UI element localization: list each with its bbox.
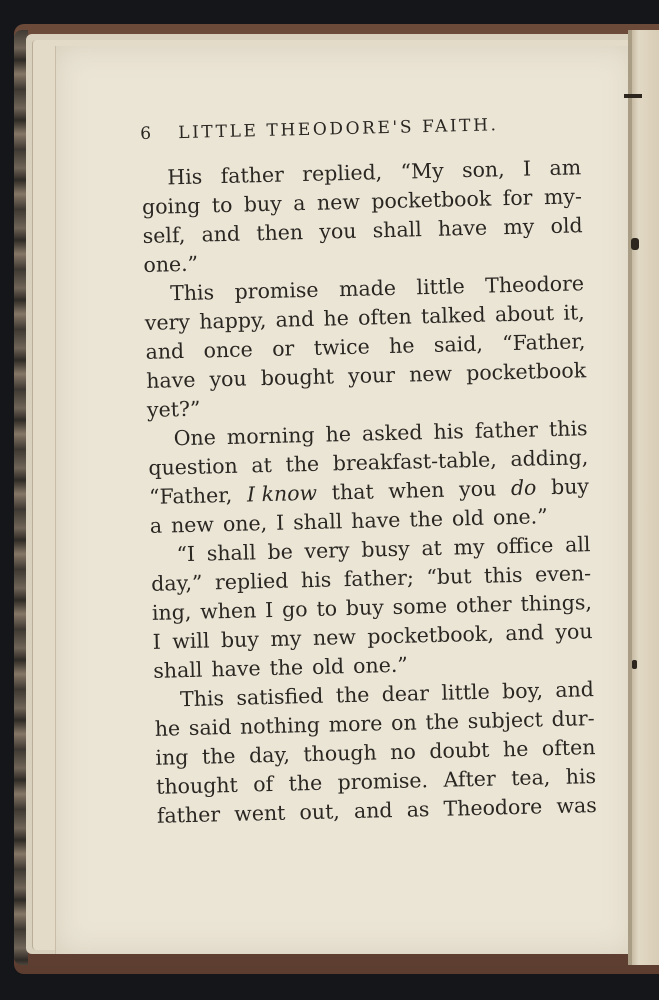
word: some	[392, 593, 448, 619]
word: “My	[400, 158, 444, 184]
word: the	[269, 655, 304, 680]
word: often	[541, 735, 596, 761]
binding-thread-mark	[631, 238, 639, 250]
word: little	[416, 274, 466, 300]
word: buy	[243, 191, 283, 217]
word: morning	[226, 422, 315, 449]
word: boy,	[501, 678, 544, 704]
word: more	[328, 711, 383, 737]
gutter-shadow	[628, 30, 632, 965]
word: His	[167, 164, 203, 190]
word: said	[188, 714, 232, 740]
word: very	[144, 309, 191, 335]
word: at	[251, 452, 273, 478]
word: One	[173, 425, 217, 451]
word: breakfast-table,	[332, 447, 498, 476]
word: once	[203, 337, 254, 363]
word: on	[390, 710, 417, 736]
word: adding,	[510, 445, 589, 472]
word: he	[154, 716, 181, 741]
facing-page-edge	[630, 30, 659, 965]
word: shall	[372, 217, 423, 243]
word: father	[220, 162, 285, 189]
word: my	[503, 214, 535, 240]
word: of	[252, 771, 274, 797]
word: and	[505, 620, 545, 646]
word: new	[316, 189, 361, 215]
word: promise.	[337, 768, 429, 795]
word: or	[271, 336, 295, 361]
word: ing,	[151, 599, 192, 625]
word: I	[152, 629, 162, 654]
word: you	[555, 619, 593, 644]
word: buy	[345, 595, 385, 621]
word: have	[437, 215, 488, 241]
word: this	[548, 416, 588, 442]
word: nothing	[239, 712, 321, 739]
page-text	[140, 113, 597, 831]
word: your	[347, 362, 396, 388]
word: as	[406, 797, 430, 822]
word: my-	[543, 184, 583, 210]
word: father	[474, 417, 539, 443]
word: I know	[246, 480, 318, 507]
word: to	[211, 192, 233, 218]
word: busy	[361, 536, 411, 562]
word: After	[443, 766, 496, 792]
word: old	[550, 213, 583, 238]
word: pocketbook	[465, 358, 587, 386]
word: the	[285, 451, 320, 477]
word: to	[316, 596, 338, 621]
word: and	[145, 338, 185, 364]
word: question	[148, 453, 238, 480]
word: little	[441, 679, 490, 705]
word: new	[170, 512, 215, 538]
word: though	[303, 740, 377, 767]
word: things,	[520, 590, 593, 616]
word: he	[323, 305, 350, 331]
word: son,	[461, 157, 505, 183]
word: father	[156, 802, 221, 828]
body-text	[141, 153, 597, 831]
word: he	[502, 736, 529, 762]
word: “Father,	[501, 329, 586, 356]
word: his	[300, 567, 332, 593]
word: often	[357, 304, 412, 330]
word: this	[483, 562, 523, 588]
word: bought	[260, 364, 335, 391]
word: it,	[563, 300, 585, 325]
word: “Father,	[148, 482, 233, 509]
word: will	[171, 628, 210, 654]
word: buy	[220, 627, 260, 653]
word: shall	[292, 509, 343, 535]
word: do	[510, 475, 537, 501]
word: dur-	[551, 706, 595, 732]
word: going	[141, 193, 201, 219]
word: twice	[313, 334, 370, 360]
word: pocketbook	[371, 186, 492, 214]
word: old	[451, 505, 485, 531]
word: yet?”	[146, 396, 201, 422]
word: went	[233, 800, 286, 826]
word: about	[494, 300, 555, 327]
word: self,	[142, 222, 186, 248]
word: tea,	[510, 765, 551, 791]
word: day,”	[150, 570, 203, 596]
word: have	[145, 367, 196, 393]
word: he	[388, 333, 415, 358]
word: you	[209, 366, 247, 392]
word: out,	[299, 799, 341, 825]
word: and	[353, 798, 393, 823]
word: talked	[420, 302, 486, 329]
word: the	[201, 743, 236, 769]
running-title: LITTLE THEODORE'S FAITH.	[177, 115, 499, 144]
word: and	[201, 221, 241, 247]
word: subject	[467, 707, 544, 734]
word: the	[335, 682, 370, 708]
word: a	[292, 190, 306, 216]
word: when	[199, 598, 257, 624]
word: new	[408, 361, 453, 387]
word: be	[267, 539, 294, 565]
word: one,	[222, 511, 268, 537]
word: am	[549, 155, 582, 181]
word: was	[556, 793, 597, 819]
word: at	[421, 535, 443, 561]
word: happy,	[198, 307, 267, 334]
word: replied	[214, 568, 289, 595]
word: doubt	[429, 737, 490, 764]
word: you	[319, 218, 357, 244]
word: the	[409, 506, 444, 532]
word: asked	[361, 420, 423, 446]
word: go	[281, 597, 308, 622]
word: I	[522, 156, 532, 181]
word: you	[458, 476, 497, 502]
word: ing	[155, 745, 189, 770]
binding-thread-mark	[632, 660, 637, 669]
word: have	[211, 656, 261, 682]
word: I	[275, 510, 285, 535]
word: said,	[433, 331, 484, 357]
word: pocketbook,	[367, 621, 495, 649]
word: replied,	[301, 160, 383, 187]
word: no	[389, 739, 417, 765]
word: “I	[176, 541, 196, 567]
word: shall	[206, 540, 257, 566]
word: This	[179, 686, 225, 712]
word: one.”	[352, 652, 409, 678]
word: all	[564, 532, 591, 557]
word: Theodore	[484, 271, 585, 298]
word: “but	[426, 564, 472, 590]
binding-thread-mark	[624, 94, 642, 98]
word: Theodore	[443, 794, 543, 821]
word: father;	[343, 565, 415, 592]
word: new	[312, 624, 357, 650]
word: a	[149, 513, 163, 538]
word: This	[169, 280, 215, 306]
word: and	[555, 677, 595, 703]
word: one.”	[492, 504, 548, 530]
word: shall	[153, 657, 203, 683]
word: when	[388, 477, 445, 504]
page-number: 6	[140, 123, 152, 144]
word: dear	[381, 681, 430, 707]
word: his	[565, 764, 597, 789]
word: buy	[550, 474, 590, 500]
word: satisfied	[236, 683, 324, 710]
word: then	[256, 220, 304, 246]
word: he	[325, 421, 352, 447]
word: very	[304, 538, 350, 564]
word: the	[425, 709, 460, 735]
word: day,	[248, 742, 291, 768]
word: one.”	[143, 251, 199, 277]
word: have	[350, 507, 401, 533]
word: my	[270, 626, 302, 651]
word: other	[455, 592, 512, 618]
word: that	[331, 479, 374, 505]
word: I	[264, 597, 274, 623]
word: his	[433, 419, 465, 444]
word: and	[275, 306, 315, 332]
word: promise	[234, 277, 319, 304]
word: the	[288, 770, 323, 796]
word: thought	[155, 772, 239, 799]
word: for	[502, 185, 533, 211]
word: my	[453, 534, 485, 560]
word: even-	[534, 561, 592, 587]
word: made	[338, 275, 397, 302]
word: old	[311, 654, 345, 679]
word: office	[496, 533, 554, 559]
